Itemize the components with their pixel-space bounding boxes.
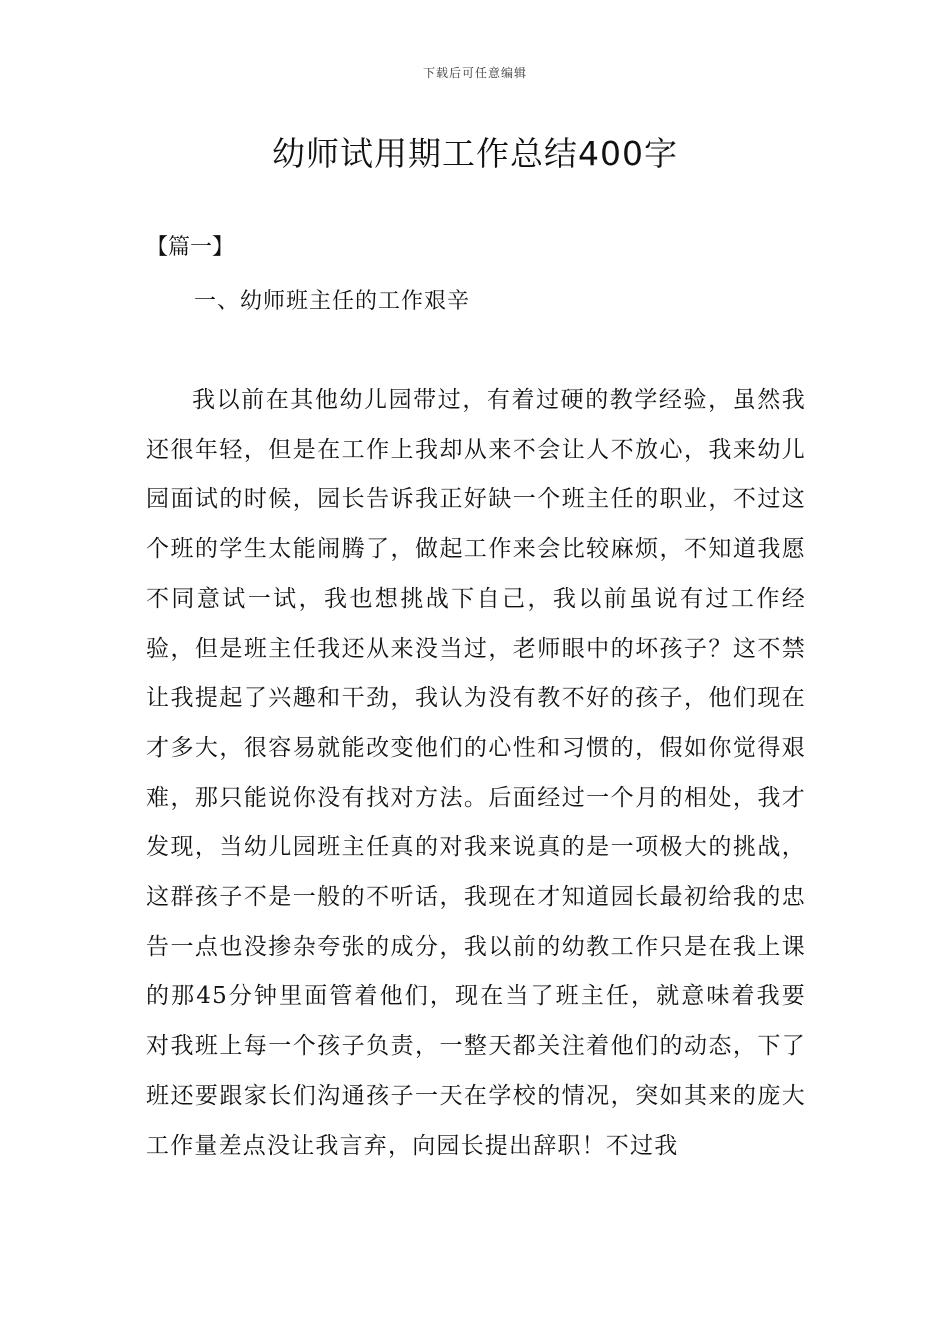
header-note: 下载后可任意编辑: [422, 66, 527, 80]
section-subheading: 一、幼师班主任的工作艰辛: [194, 289, 471, 314]
document-title: 幼师试用期工作总结400字: [272, 134, 678, 173]
body-paragraph: 我以前在其他幼儿园带过，有着过硬的教学经验，虽然我还很年轻，但是在工作上我却从来不会让人不放心，我来幼儿园面试的时候，园长告诉我正好缺一个班主任的职业，不过这个班的学生太能闹腾了，做起工作来会比较麻烦，不知道我愿不同意试一试，我也想挑战下自己，我以前虽说有过工作经验，但是班主任我还从来没当过，老师眼中的坏孩子？这不禁让我提起了兴趣和干劲，我认为没有教不好的孩子，他们现在才多大，很容易就能改变他们的心性和习惯的，假如你觉得艰难，那只能说你没有找对方法。后面经过一个月的相处，我才发现，当幼儿园班主任真的对我来说真的是一项极大的挑战，这群孩子不是一般的不听话，我现在才知道园长最初给我的忠告一点也没掺杂夸张的成分，我以前的幼教工作只是在我上课的那45分钟里面管着他们，现在当了班主任，就意味着我要对我班上每一个孩子负责，一整天都关注着他们的动态，下了班还要跟家长们沟通孩子一天在学校的情况，突如其来的庞大工作量差点没让我言弃，向园长提出辞职！不过我: [146, 387, 806, 1159]
section-label: 【篇一】: [146, 235, 235, 260]
